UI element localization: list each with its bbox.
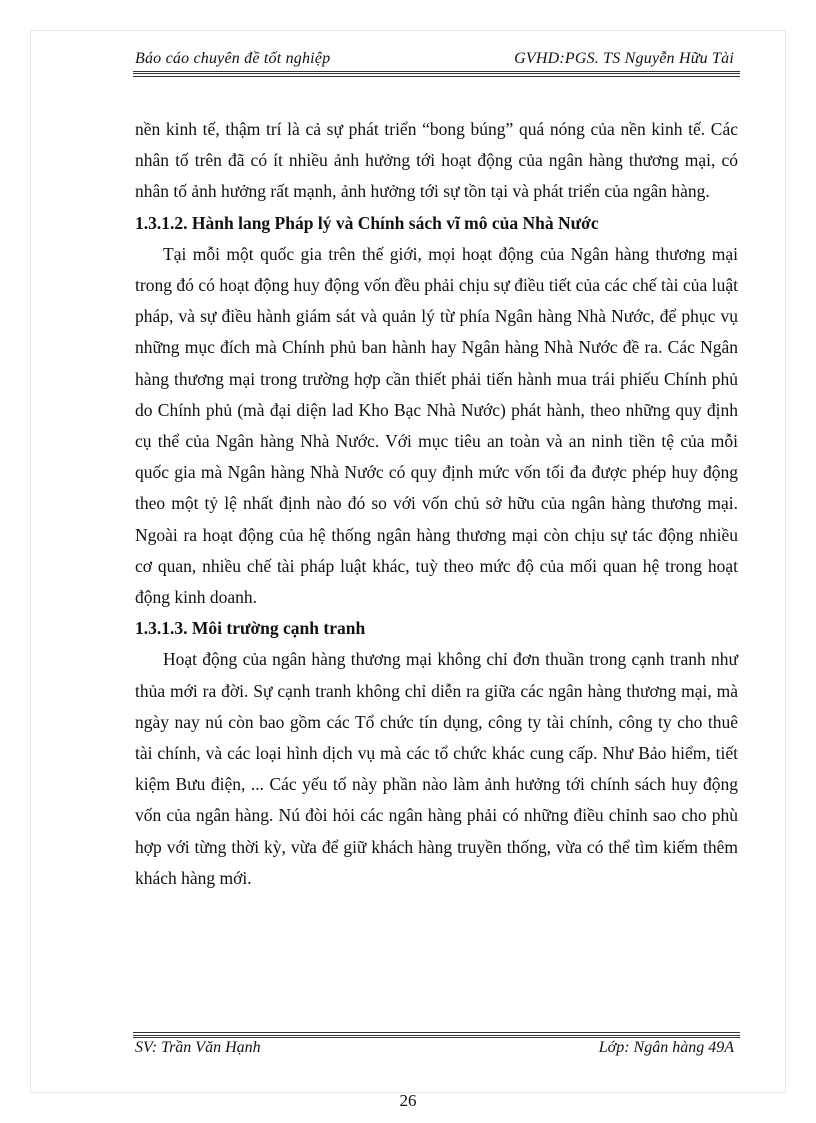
- page-header: [133, 48, 740, 72]
- header-report-title: Báo cáo chuyên đề tốt nghiệp: [135, 50, 331, 67]
- footer-class: Lớp: Ngân hàng 49A: [598, 1039, 734, 1056]
- document-body: [135, 114, 738, 894]
- section-heading-competition: 1.3.1.3. Môi trường cạnh tranh: [135, 618, 366, 639]
- footer-divider-thin: [133, 1032, 740, 1033]
- footer-student: SV: Trần Văn Hạnh: [135, 1039, 261, 1056]
- header-supervisor: GVHD:PGS. TS Nguyễn Hữu Tài: [514, 50, 734, 67]
- paragraph-legal: Tại mỗi một quốc gia trên thế giới, mọi hoạt động của Ngân hàng thương mại trong đó có hoạt động huy động vốn đều phải chịu sự điều tiết của các chế tài của luật pháp, và sự điều hành giám sát và quản lý từ phía Ngân hàng Nhà Nước, để phục vụ những mục đích mà Chính phủ ban hành hay Ngân hàng Nhà Nước đề ra. Các Ngân hàng thương mại trong trường hợp cần thiết phải tiến hành mua trái phiếu Chính phủ do Chính phủ (mà đại diện lad Kho Bạc Nhà Nước) phát hành, theo những quy định cụ thể của Ngân hàng Nhà Nước. Với mục tiêu an toàn và an ninh tiền tệ của mỗi quốc gia mà Ngân hàng Nhà Nước có quy định mức vốn tối đa được phép huy động theo một tỷ lệ nhất định nào đó so với vốn chủ sở hữu của ngân hàng thương mại. Ngoài ra hoạt động của hệ thống ngân hàng thương mại còn chịu sự tác động nhiều cơ quan, nhiều chế tài pháp luật khác, tuỳ theo mức độ của mối quan hệ trong hoạt động kinh doanh.: [135, 243, 738, 608]
- page-number: 26: [399, 1091, 417, 1110]
- paragraph-continuation: nền kinh tế, thậm trí là cả sự phát triển “bong búng” quá nóng của nền kinh tế. Các nhân tố trên đã có ít nhiều ảnh hưởng tới hoạt động của ngân hàng thương mại, có nhân tố ảnh hưởng rất mạnh, ảnh hưởng tới sự tồn tại và phát triển của ngân hàng.: [135, 119, 738, 202]
- section-heading-legal: 1.3.1.2. Hành lang Pháp lý và Chính sách vĩ mô của Nhà Nước: [135, 212, 599, 233]
- header-divider: [133, 71, 740, 74]
- footer-divider: [133, 1035, 740, 1038]
- header-divider-thin: [133, 76, 740, 77]
- paragraph-competition: Hoạt động của ngân hàng thương mại không chỉ đơn thuần trong cạnh tranh như thủa mới ra đời. Sự cạnh tranh không chỉ diễn ra giữa các ngân hàng thương mại, mà ngày nay nú còn bao gồm các Tổ chức tín dụng, công ty tài chính, công ty cho thuê tài chính, và các loại hình dịch vụ mà các tổ chức khác cung cấp. Như Bảo hiểm, tiết kiệm Bưu điện, ... Các yếu tố này phần nào làm ảnh hưởng tới chính sách huy động vốn của ngân hàng. Nú đòi hỏi các ngân hàng phải có những điều chỉnh sao cho phù hợp với từng thời kỳ, vừa để giữ khách hàng truyền thống, vừa có thể tìm kiếm thêm khách hàng mới.: [135, 649, 738, 888]
- page-footer: [133, 1039, 740, 1061]
